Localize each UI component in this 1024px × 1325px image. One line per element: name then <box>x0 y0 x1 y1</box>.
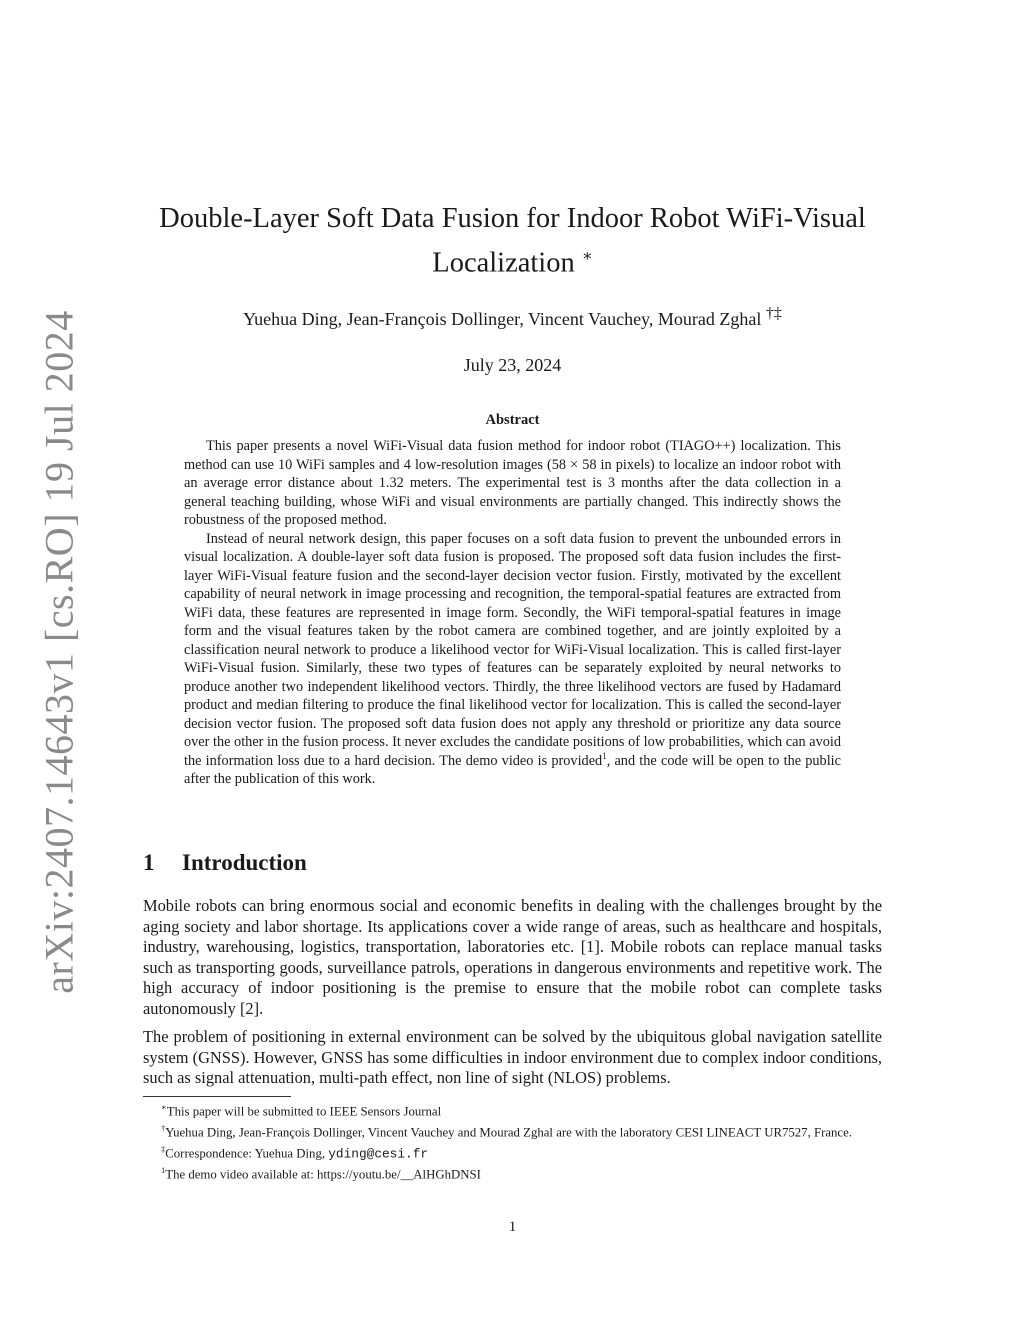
intro-paragraph-2: The problem of positioning in external environment can be solved by the ubiquitous global navigation satellite system (GNSS). However, GNSS has some difficulties in indoor environment due to complex indoor conditions, such as signal attenuation, multi-path effect, non line of sight (NLOS) problems. <box>143 1027 882 1087</box>
page-number: 1 <box>508 1219 517 1235</box>
author-names: Yuehua Ding, Jean-François Dollinger, Vincent Vauchey, Mourad Zghal <box>243 309 762 329</box>
author-list <box>143 305 882 330</box>
footnote-4 <box>143 1162 882 1183</box>
footnotes <box>143 1099 882 1183</box>
abstract-p2-text: Instead of neural network design, this paper focuses on a soft data fusion to prevent the unbounded errors in visual localization. A double-layer soft data fusion is proposed. The proposed soft data fusion includes the first-layer WiFi-Visual feature fusion and the second-layer decision vector fusion. Firstly, motivated by the excellent capability of neural network in image processing and recognition, the temporal-spatial features are extracted from WiFi data, these features are represented in image form. Secondly, the WiFi temporal-spatial features in image form and the visual features taken by the robot camera are combined together, and are jointly exploited by a classification neural network to produce a likelihood vector for WiFi-Visual localization. This is called first-layer WiFi-Visual fusion. Similarly, these two types of features can be separately exploited by neural networks to produce another two independent likelihood vectors. Thirdly, the three likelihood vectors are fused by Hadamard product and median filtering to produce the final likelihood vector for localization. This is called the second-layer decision vector fusion. The proposed soft data fusion does not apply any threshold or prioritize any data source over the other in the fusion process. It never excludes the candidate positions of low probabilities, which can avoid the information loss due to a hard decision. The demo video is provided <box>184 530 841 769</box>
title-line-2: Localization <box>432 247 575 279</box>
footnote-3-mark: ‡ <box>161 1143 166 1154</box>
title-line-1: Double-Layer Soft Data Fusion for Indoor Robot WiFi-Visual <box>159 203 866 234</box>
section-title: Introduction <box>182 850 307 875</box>
footnote-2 <box>143 1120 882 1141</box>
footnote-2-mark: † <box>161 1122 166 1133</box>
section-heading-introduction <box>143 850 307 876</box>
intro-paragraph-1: Mobile robots can bring enormous social and economic benefits in dealing with the challenges brought by the aging society and labor shortage. Its applications cover a wide range of areas, such as healthcare and hospitals, industry, warehousing, logistics, transportation, laboratories etc. [1]. Mobile robots can replace manual tasks such as transporting goods, surveillance patrols, operations in dangerous environments and repetitive work. The high accuracy of indoor positioning is the premise to ensure that the mobile robot can complete tasks autonomously [2]. <box>143 896 882 1018</box>
footnote-divider <box>143 1096 291 1097</box>
demo-video-link[interactable]: The demo video available at: https://youtu.be/__AlHGhDNSI <box>165 1167 481 1182</box>
paper-date: July 23, 2024 <box>463 355 562 375</box>
abstract-paragraph-1: This paper presents a novel WiFi-Visual data fusion method for indoor robot (TIAGO++) localization. This method can use 10 WiFi samples and 4 low-resolution images (58 × 58 in pixels) to localize an indoor robot with an average error distance about 1.32 meters. The experimental test is 3 months after the data collection in a general teaching building, whose WiFi and visual environments are partially changed. This indirectly shows the robustness of the proposed method. <box>184 438 841 528</box>
paper-page <box>143 0 882 1325</box>
footnote-ref-1: 1 <box>602 750 607 761</box>
footnote-1-text: This paper will be submitted to IEEE Sensors Journal <box>166 1104 442 1119</box>
footnote-4-mark: 1 <box>161 1165 166 1176</box>
footnote-1-mark: ∗ <box>161 1102 167 1112</box>
abstract-p2-text-end: , and the code will be open to the public after the publication of this work. <box>184 752 841 787</box>
section-number: 1 <box>143 850 155 875</box>
abstract-body <box>184 437 841 789</box>
footnote-3 <box>143 1141 882 1163</box>
abstract-paragraph-2 <box>184 530 841 789</box>
footnote-1 <box>143 1099 882 1120</box>
paper-title <box>143 200 882 283</box>
introduction-body <box>143 896 882 1097</box>
correspondence-email[interactable]: yding@cesi.fr <box>328 1145 429 1161</box>
arxiv-identifier: arXiv:2407.14643v1 [cs.RO] 19 Jul 2024 <box>36 310 82 994</box>
abstract-heading: Abstract <box>485 412 540 428</box>
footnote-2-text: Yuehua Ding, Jean-François Dollinger, Vincent Vauchey and Mourad Zghal are with the laboratory CESI LINEACT UR7527, France. <box>165 1125 852 1140</box>
footnote-3-text: Correspondence: Yuehua Ding, <box>165 1145 329 1160</box>
author-footnote-marks: †‡ <box>765 305 782 322</box>
title-footnote-mark: ∗ <box>581 248 593 265</box>
